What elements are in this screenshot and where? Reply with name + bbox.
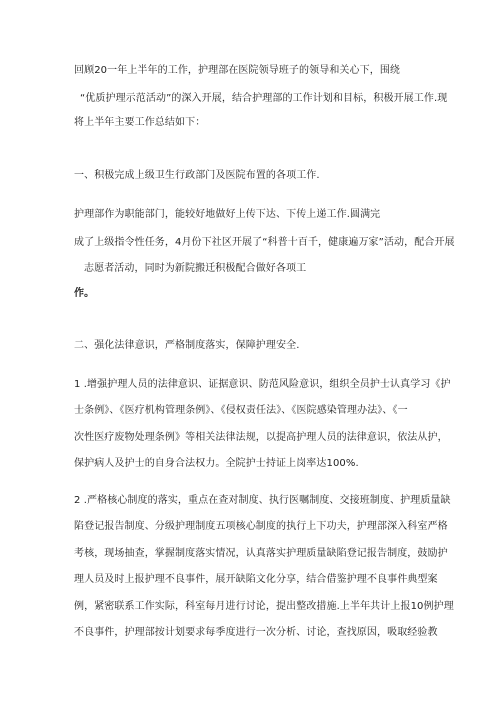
intro-line-2: “优质护理示范活动”的深入开展，结合护理部的工作计划和目标，积极开展工作.现 — [80, 93, 448, 104]
intro-line-3: 将上半年主要工作总结如下： — [74, 117, 206, 128]
item-1-line-1: 1 .增强护理人员的法律意识、证据意识、防范风险意识，组织全员护士认真学习《护 — [74, 379, 451, 390]
item-2-line-3: 考核，现场抽查，掌握制度落实情况，认真落实护理质量缺陷登记报告制度，鼓励护 — [74, 548, 448, 559]
intro-line-1: 回顾20一年上半年的工作，护理部在医院领导班子的领导和关心下，围绕 — [74, 65, 401, 76]
item-1-line-4: 保护病人及护士的自身合法权力。全院护士持证上岗率达100%. — [74, 458, 359, 469]
section-1-line-1: 护理部作为职能部门，能较好地做好上传下达、下传上递工作.圆满完 — [74, 209, 381, 220]
item-1-line-3: 次性医疗废物处理条例》等相关法律法规，以提高护理人员的法律意识，依法从护， — [74, 432, 448, 443]
section-2-heading: 二、强化法律意识，严格制度落实，保障护理安全. — [74, 340, 300, 351]
section-1-line-4: 作。 — [74, 288, 95, 299]
section-1-line-3: 志愿者活动，同时为新院搬迁积极配合做好各项工 — [84, 263, 307, 274]
item-2-line-6: 不良事件，护理部按计划要求每季度进行一次分析、讨论，查找原因，吸取经验教 — [74, 627, 438, 638]
item-1-line-2: 士条例》、《医疗机构管理条例》、《侵权责任法》、《医院感染管理办法》、《一 — [74, 405, 408, 416]
item-2-line-2: 陷登记报告制度、分级护理制度五项核心制度的执行上下功夫，护理部深入科室严格 — [74, 521, 448, 532]
item-2-line-4: 理人员及时上报护理不良事件，展开缺陷文化分享，结合借鉴护理不良事件典型案 — [74, 574, 438, 585]
item-2-line-1: 2 .严格核心制度的落实，重点在查对制度、执行医嘱制度、交接班制度、护理质量缺 — [74, 495, 451, 506]
section-1-line-2: 成了上级指令性任务，4月份下社区开展了“科普十百千，健康遍万家”活动，配合开展 — [74, 237, 455, 248]
item-2-line-5: 例，紧密联系工作实际，科室每月进行讨论，提出整改措施.上半年共计上报10例护理 — [74, 601, 454, 612]
section-1-heading: 一、积极完成上级卫生行政部门及医院布置的各项工作. — [74, 170, 320, 181]
